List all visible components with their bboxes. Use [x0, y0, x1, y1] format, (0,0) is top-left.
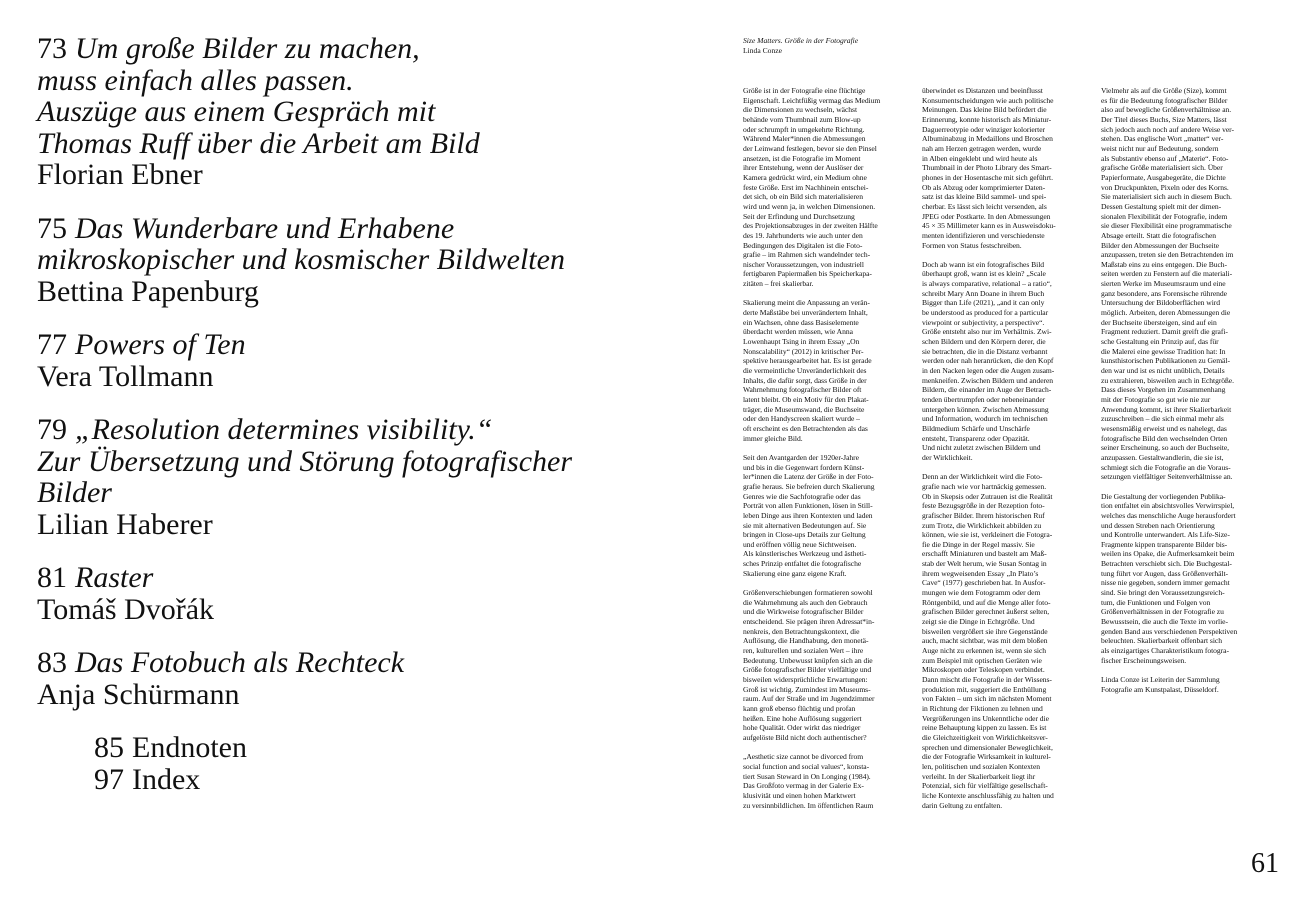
essay-line: bringen in Close-ups Details zur Geltung: [743, 530, 866, 540]
essay-line: kann groß ebenso flüchtig und profan: [743, 703, 856, 713]
essay-line: reine Behauptung kippen zu lassen. Es ist: [922, 723, 1047, 733]
essay-line: Größenverschiebungen formatieren sowohl: [743, 588, 873, 598]
essay-paragraph: [922, 86, 1092, 250]
essay-line: Bildern, die einander im Auge der Betrach-: [922, 385, 1052, 395]
essay-line: Anwendung kommt, ist ihrer Skalierbarkeit: [1101, 404, 1232, 414]
essay-line: fertigbaren Papiermaßen bis Speicherkapa-: [743, 269, 872, 279]
essay-line: genden Band aus verschiedenen Perspektiven: [1101, 626, 1238, 636]
toc-author: Lilian Haberer: [37, 507, 213, 541]
essay-author: Linda Conze: [743, 45, 783, 55]
essay-line: Seit der Erfindung und Durchsetzung: [743, 211, 855, 221]
essay-line: in den Nacken legen oder die Augen zusam-: [922, 366, 1055, 376]
essay-line: der Wirklichkeit.: [922, 452, 973, 462]
essay-paragraph: [743, 752, 913, 810]
essay-line: des Projektionsabzuges in der zweiten Hälfte: [743, 221, 878, 231]
essay-line: also auf bewegliche Größenverhältnisse an.: [1101, 105, 1232, 115]
toc-title: Auszüge aus einem Gespräch mit: [37, 95, 436, 128]
essay-line: und dessen Streben nach Orientierung: [1101, 520, 1215, 530]
toc-page-number: 97: [94, 762, 124, 796]
essay-line: Betrachten verschiebt sich. Die Buchgestal-: [1101, 559, 1232, 569]
essay-line: is always comparative, relational – a ratio“,: [922, 279, 1052, 289]
toc-title-line: [37, 213, 677, 245]
essay-line: Groß ist wichtig. Zumindest im Museums-: [743, 684, 871, 694]
essay-line: Bedingungen des Digitalen ist die Foto-: [743, 240, 863, 250]
toc-appendix-label: Index: [132, 762, 201, 796]
essay-paragraph: [743, 588, 913, 743]
essay-line: als Substantiv ebenso auf „Materie“. Foto-: [1101, 153, 1229, 163]
essay-line: tum, die Funktionen und Folgen von: [1101, 597, 1211, 607]
essay-line: Bilder den Abmessungen der Buchseite: [1101, 240, 1219, 250]
essay-line: derte Maßstäbe bei unverändertem Inhalt,: [743, 308, 868, 318]
essay-line: Größe entsteht also nur im Verhältnis. Zwi-: [922, 327, 1052, 337]
essay-line: zuzuschreiben – die sich einmal mehr als: [1101, 414, 1224, 424]
essay-line: nah am Herzen getragen werden, wurde: [922, 143, 1042, 153]
essay-line: als einzigartiges Charakteristikum fotogra-: [1101, 646, 1229, 656]
essay-line: satz ist das kleine Bild sammel- und spei-: [922, 192, 1047, 202]
essay-line: klusivität und einen hohen Marktwert: [743, 790, 856, 800]
essay-line: oder den Handyscreen skaliert wurde –: [743, 414, 860, 424]
essay-line: hohe Qualität. Oder wirkt das niedriger: [743, 723, 861, 733]
essay-line: zum Trotz, die Wirklichkeit abbilden zu: [922, 520, 1042, 530]
toc-appendix-line: [94, 764, 677, 796]
essay-line: sie betrachten, die in die Distanz verbannt: [922, 346, 1048, 356]
essay-line: grafie heraus. Sie befreien durch Skalierung: [743, 481, 875, 491]
essay-line: Maßstab eins zu eins entgegen. Die Buch-: [1101, 259, 1228, 269]
toc-page-number: 73: [37, 32, 67, 65]
essay-line: anzupassen, treten sie den Betrachtenden im: [1101, 250, 1234, 260]
essay-line: tion entfaltet ein absichtsvolles Verwirrspiel,: [1101, 501, 1235, 511]
essay-line: Ob als Abzug oder komprimierter Daten-: [922, 182, 1046, 192]
essay-line: Auflösung, die Handhabung, den monetä-: [743, 636, 869, 646]
essay-line: in Alben eingeklebt und wird heute als: [922, 153, 1038, 163]
essay-line: möglich. Arbeiten, deren Abmessungen die: [1101, 308, 1231, 318]
essay-line: und die Wirkweise fotografischer Bilder: [743, 607, 864, 617]
essay-line: leben Dinge aus ihren Kontexten und laden: [743, 510, 873, 520]
essay-line: liche Kontexte anschlussfähig zu halten und: [922, 790, 1054, 800]
toc-title: Das Fotobuch als Rechteck: [75, 646, 405, 679]
essay-line: Auge nicht zu erkennen ist, wenn sie sich: [922, 646, 1047, 656]
essay-paragraph: [922, 260, 1092, 463]
toc-title-line: [37, 65, 677, 97]
toc-entry: [37, 647, 677, 710]
essay-line: zu extrahieren, bisweilen auch in Echtgröße.: [1101, 375, 1234, 385]
essay-line: die der Fotografie Wirksamkeit in kulturel-: [922, 752, 1051, 762]
essay-line: Inhalts, die dafür sorgt, dass Größe in der: [743, 375, 867, 385]
essay-line: Meinungen. Das kleine Bild befördert die: [922, 105, 1047, 115]
toc-title: Das Wunderbare und Erhabene: [75, 211, 455, 245]
essay-line: anzupassen. Gestaltwandlerin, die sie ist,: [1101, 452, 1224, 462]
essay-line: Linda Conze ist Leiterin der Sammlung: [1101, 675, 1220, 684]
essay-line: 45 × 35 Millimeter kann es in Ausweisdoku-: [922, 221, 1056, 231]
toc-title-line: [37, 414, 677, 446]
toc-title: muss einfach alles passen.: [37, 63, 354, 97]
essay-line: die Wahrnehmung als auch den Gebrauch: [743, 597, 868, 607]
toc-title: Powers of Ten: [75, 328, 246, 361]
essay-line: Nonscalability“ (2012) in kritischer Per-: [743, 346, 864, 356]
toc-title: Um große Bilder zu machen,: [75, 32, 420, 65]
essay-paragraph: [1101, 492, 1281, 666]
essay-line: sionalen Flexibilität der Fotografie, indem: [1101, 211, 1228, 221]
essay-line: len, politischen und sozialen Kontexten: [922, 761, 1041, 771]
essay-line: feste Bezugsgröße in der Rezeption foto-: [922, 501, 1045, 511]
toc-title-line: [37, 96, 677, 128]
essay-line: heißen. Eine hohe Auflösung suggeriert: [743, 713, 862, 723]
essay-line: und bis in die Gegenwart fordern Künst-: [743, 462, 865, 472]
essay-line: Vielmehr als auf die Größe (Size), kommt: [1101, 86, 1227, 95]
essay-line: der Leinwand festlegen, bevor sie den Pinsel: [743, 143, 877, 153]
essay-line: Seit den Avantgarden der 1920er-Jahre: [743, 452, 859, 462]
essay-line: die vermeintliche Unveränderlichkeit des: [743, 366, 867, 376]
essay-line: menten identifizieren und verschiedenste: [922, 230, 1045, 240]
essay-line: ein Wachsen, ohne dass Basiselemente: [743, 317, 859, 327]
essay-line: werden oder nah heranrücken, die den Kopf: [922, 356, 1054, 366]
essay-line: fie die Dinge in der Regel massiv. Sie: [922, 539, 1035, 549]
toc-title: Thomas Ruff über die Arbeit am Bild: [37, 126, 480, 160]
essay-line: auch, macht sichtbar, was mit dem bloßen: [922, 636, 1048, 646]
essay-line: Vergrößerungen ins Unkenntliche oder die: [922, 713, 1049, 723]
essay-line: sich jedoch auch noch auf andere Weise ver-: [1101, 124, 1234, 134]
essay-line: viewpoint or subjectivity, a perspective“.: [922, 317, 1045, 327]
toc-title-line: [37, 647, 677, 679]
essay-line: schen Bildern und den Körpern derer, die: [922, 337, 1046, 347]
essay-column-1: [743, 86, 913, 820]
toc-title-line: [37, 128, 677, 160]
essay-line: und Kontrolle unterwandert. Als Life-Size-: [1101, 530, 1230, 540]
essay-line: des 19. Jahrhunderts wie auch unter den: [743, 230, 863, 240]
essay-line: verleiht. In der Skalierbarkeit liegt ihr: [922, 771, 1036, 781]
essay-line: sie dieser Flexibilität eine programmatische: [1101, 221, 1232, 231]
essay-line: grafie – im Rahmen sich wandelnder tech-: [743, 250, 871, 260]
essay-line: nischer Voraussetzungen, von industriell: [743, 259, 864, 269]
essay-line: zu versinnbildlichen. Im öffentlichen Raum: [743, 800, 874, 810]
essay-line: Dann mischt die Fotografie in der Wissens-: [922, 675, 1052, 684]
essay-line: Formen von Status festschreiben.: [922, 240, 1022, 250]
essay-line: ansetzen, ist die Fotografie im Moment: [743, 153, 861, 163]
essay-line: schreibt Mary Ann Doane in ihrem Buch: [922, 288, 1045, 298]
essay-line: Als künstlerisches Werkzeug und ästheti-: [743, 549, 867, 559]
essay-line: wird und wenn ja, in welchen Dimensionen.: [743, 201, 876, 211]
essay-line: tenden übertrumpfen oder nebeneinander: [922, 394, 1046, 404]
essay-line: von Fakten – um sich im nächsten Moment: [922, 694, 1052, 704]
toc-title: Bilder: [37, 476, 112, 509]
essay-line: Und nicht zuletzt zwischen Bildern und: [922, 443, 1041, 453]
essay-line: phones in der Hosentasche mit sich geführt.: [922, 172, 1053, 182]
essay-line: ren, kulturellen und sozialen Wert – ihre: [743, 646, 864, 656]
essay-line: Albuminabzug in Medaillons und Broschen: [922, 134, 1053, 144]
essay-line: und Information, wodurch im technischen: [922, 414, 1048, 424]
essay-line: sches Prinzip entfaltet die fotografische: [743, 559, 862, 569]
essay-line: stab der Welt herum, wie Susan Sontag in: [922, 559, 1047, 569]
essay-line: welches das menschliche Auge herausfordert: [1101, 510, 1236, 520]
essay-line: aufgelöste Bild nicht doch authentischer?: [743, 732, 867, 742]
essay-line: Daguerreotypie oder winziger kolorierter: [922, 124, 1046, 134]
table-of-contents: [37, 33, 677, 795]
essay-line: Dass dieses Vorgehen im Zusammenhang: [1101, 385, 1226, 395]
essay-line: produktion mit, suggeriert die Enthüllung: [922, 684, 1047, 694]
essay-line: sind. Sie bringt den Voraussetzungsreich-: [1101, 588, 1225, 598]
essay-line: bisweilen widersprüchliche Erwartungen:: [743, 674, 868, 684]
essay-line: seiner Erscheinung, so auch der Buchseite,: [1101, 443, 1230, 453]
essay-line: spektive herausgearbeitet hat. Es ist gerade: [743, 356, 872, 366]
essay-line: sprechen und dimensionaler Beweglichkeit,: [922, 742, 1053, 752]
toc-title: Zur Übersetzung und Störung fotografischer: [37, 444, 573, 478]
toc-title-line: [37, 477, 677, 509]
essay-line: Bigger than Life (2021), „and it can only: [922, 298, 1045, 308]
essay-line: beleuchten. Skalierbarkeit offenbart sich: [1101, 636, 1222, 646]
essay-line: seiten werden zu Fenstern auf die materiali-: [1101, 269, 1233, 279]
essay-line: von Druckpunkten, Pixeln oder des Korns.: [1101, 182, 1229, 192]
essay-line: Sie materialisiert sich auch in diesem Buch.: [1101, 192, 1232, 202]
essay-line: social function and social values“, konsta-: [743, 761, 870, 771]
essay-line: Untersuchung der Bildoberflächen wird: [1101, 298, 1220, 308]
essay-paragraph: [743, 453, 913, 579]
essay-line: Bedeutung. Unbewusst knüpfen sich an die: [743, 655, 873, 665]
essay-line: in Richtung der Fiktionen zu lehnen und: [922, 703, 1043, 713]
toc-appendix-line: [94, 732, 677, 764]
essay-paragraph: [1101, 675, 1281, 694]
essay-line: ihrer Entstehung, wenn der Auslöser der: [743, 163, 864, 173]
essay-line: menkneifen. Zwischen Bildern und anderen: [922, 375, 1054, 385]
toc-author: Tomáš Dvořák: [37, 592, 215, 626]
toc-entry: [37, 414, 677, 540]
essay-line: schmiegt sich die Fotografie an die Voraus-: [1101, 462, 1231, 472]
toc-page-number: 81: [37, 561, 67, 594]
essay-line: träger, die Museumswand, die Buchseite: [743, 404, 865, 414]
essay-line: Kamera gedrückt wird, ein Medium ohne: [743, 172, 867, 182]
toc-title: Raster: [75, 561, 154, 594]
essay-line: Fragment reduziert. Damit greift die grafi-: [1101, 327, 1228, 337]
toc-page-number: 79: [37, 413, 67, 446]
essay-line: Papierformate, Ausgabegeräte, die Dichte: [1101, 172, 1226, 182]
essay-line: Dessen Gestaltung spielt mit der dimen-: [1101, 201, 1222, 211]
essay-line: immer gleiche Bild.: [743, 433, 803, 443]
toc-author: Florian Ebner: [37, 158, 203, 191]
toc-title-line: [37, 562, 677, 594]
essay-header: [743, 36, 858, 55]
toc-page-number: 77: [37, 328, 67, 361]
essay-line: Größenverhältnissen in der Fotografie zu: [1101, 607, 1224, 617]
essay-line: ihrem wegweisenden Essay „In Plato’s: [922, 568, 1039, 578]
toc-author: Bettina Papenburg: [37, 274, 259, 308]
essay-line: die Malerei eine gewisse Tradition hat: In: [1101, 346, 1226, 356]
essay-line: grafie nach wie vor hartnäckig gemessen.: [922, 481, 1047, 491]
essay-line: cherbar. Es lässt sich leicht versenden, als: [922, 201, 1047, 211]
essay-column-3: [1101, 86, 1281, 704]
essay-line: es für die Bedeutung fotografischer Bilder: [1101, 95, 1228, 105]
essay-line: sierten Werke im Museumsraum und eine: [1101, 279, 1226, 289]
toc-title-line: [37, 244, 677, 276]
toc-title: „Resolution determines visibility.“: [75, 413, 493, 446]
toc-title: mikroskopischer und kosmischer Bildwelten: [37, 243, 565, 276]
essay-line: Thumbnail in der Photo Library des Smart-: [922, 163, 1052, 173]
essay-line: Röntgenbild, und auf die Menge aller foto-: [922, 597, 1051, 607]
essay-line: Erinnerung, konnte historisch als Miniatur-: [922, 114, 1052, 124]
toc-entry: [37, 329, 677, 392]
toc-entry: [37, 213, 677, 308]
essay-line: Fragmente kippen transparente Bilder bis-: [1101, 539, 1228, 549]
essay-title: Size Matters. Größe in der Fotografie: [743, 36, 859, 45]
essay-line: oder schrumpft in umgekehrte Richtung.: [743, 124, 865, 134]
toc-title-line: [37, 446, 677, 478]
toc-author: Anja Schürmann: [37, 677, 240, 711]
essay-line: darin Geltung zu entfalten.: [922, 800, 1003, 810]
essay-line: Cave“ (1977) geschrieben hat. In Ausfor-: [922, 578, 1046, 588]
toc-page-number: 83: [37, 646, 67, 679]
essay-line: grafischen Bilder gerechnet äußerst selten,: [922, 607, 1050, 617]
essay-line: tiert Susan Steward in On Longing (1984).: [743, 771, 871, 781]
essay-line: Das Großfoto vermag in der Galerie Ex-: [743, 781, 864, 791]
essay-line: entscheidend. Sie prägen ihren Adressat*in-: [743, 617, 875, 627]
essay-line: den war und ist es nicht unüblich, Details: [1101, 366, 1225, 376]
essay-line: weilen ins Opake, die Aufmerksamkeit beim: [1101, 549, 1235, 559]
page-number: 61: [1251, 848, 1279, 879]
essay-line: überdacht werden müssen, wie Anna: [743, 327, 853, 337]
essay-paragraph: [743, 86, 913, 289]
essay-line: und eröffnen völlig neue Sichtweisen.: [743, 539, 857, 549]
essay-line: mit der Fotografie so gut wie nie zur: [1101, 395, 1211, 404]
essay-line: Bewusstsein, die auch die Texte im vorlie-: [1101, 617, 1228, 627]
essay-line: die Gleichzeitigkeit von Wirklichkeitsver-: [922, 732, 1048, 742]
essay-line: zitäten – frei skalierbar.: [743, 279, 814, 289]
essay-line: sche Gestaltung ein Prinzip auf, das für: [1101, 337, 1219, 347]
essay-line: Fotografie am Kunstpalast, Düsseldorf.: [1101, 684, 1219, 694]
essay-line: Skalierung meint die Anpassung an verän-: [743, 298, 870, 308]
essay-line: weist nicht nur auf Bedeutung, sondern: [1101, 143, 1219, 153]
essay-line: feste Größe. Erst im Nachhinein entschei-: [743, 182, 869, 192]
essay-line: sie mit alternativen Bedeutungen auf. Sie: [743, 520, 867, 530]
essay-line: be understood as produced for a particular: [922, 308, 1049, 318]
essay-line: setzungen vielfältiger Seitenverhältnisse an.: [1101, 472, 1233, 482]
essay-line: Absage erteilt. Statt die fotografischen: [1101, 230, 1217, 240]
essay-line: Lowenhaupt Tsing in ihrem Essay „On: [743, 337, 860, 347]
essay-line: fischer Erscheinungsweisen.: [1101, 655, 1187, 665]
toc-title-line: [37, 33, 677, 65]
essay-line: Mikroskopen oder Teleskopen verbindet.: [922, 665, 1045, 675]
toc-page-number: 75: [37, 211, 67, 245]
toc-entry: [37, 562, 677, 625]
essay-line: nisse nie gegeben, sondern immer gemacht: [1101, 578, 1230, 588]
essay-line: Während Maler*innen die Abmessungen: [743, 134, 866, 144]
essay-line: grafische Größe materialisiert sich. Über: [1101, 163, 1223, 173]
essay-line: stehen. Das englische Wort „matter“ ver-: [1101, 134, 1224, 144]
essay-line: Ob in Skepsis oder Zutrauen ist die Realität: [922, 491, 1053, 501]
essay-line: erschafft Miniaturen und bastelt am Maß-: [922, 549, 1047, 559]
essay-paragraph: [1101, 86, 1281, 482]
essay-line: Porträt von allen Funktionen, lösen in Still-: [743, 501, 873, 511]
essay-line: Größe fotografischer Bilder vielfältige und: [743, 665, 872, 675]
essay-line: behände vom Thumbnail zum Blow-up: [743, 114, 861, 124]
essay-line: oft erscheint es den Betrachtenden als das: [743, 423, 868, 433]
essay-line: tung führt vor Augen, dass Größenverhält-: [1101, 568, 1229, 578]
toc-title-line: [37, 329, 677, 361]
toc-author: Vera Tollmann: [37, 359, 214, 393]
essay-line: ler*innen die Latenz der Größe in der Foto-: [743, 472, 874, 482]
essay-line: Denn an der Wirklichkeit wird die Foto-: [922, 472, 1043, 482]
essay-line: untergehen können. Zwischen Abmessung: [922, 404, 1049, 414]
toc-appendix-label: Endnoten: [132, 731, 247, 764]
toc-appendix: [94, 732, 677, 795]
essay-line: Doch ab wann ist ein fotografisches Bild: [922, 259, 1045, 269]
essay-line: ganz besondere, ans Forensische rührende: [1101, 288, 1227, 298]
essay-line: Der Titel dieses Buchs, Size Matters, lässt: [1101, 114, 1227, 124]
essay-line: Potenzial, sich für vielfältige gesellschaft-: [922, 781, 1048, 791]
essay-line: überhaupt groß, wann ist es klein? „Scale: [922, 269, 1046, 279]
essay-line: Genres wie die Sachfotografie oder das: [743, 491, 861, 501]
essay-line: raum. Auf der Straße und im Jugendzimmer: [743, 694, 875, 704]
essay-line: mungen wie dem Fotogramm oder dem: [922, 588, 1041, 598]
essay-line: der Buchseite übersteigen, sind auf ein: [1101, 317, 1217, 327]
essay-line: fotografische Bild den wechselnden Orten: [1101, 433, 1228, 443]
essay-line: überwindet es Distanzen und beeinflusst: [922, 86, 1043, 95]
essay-line: nenkreis, den Betrachtungskontext, die: [743, 626, 860, 636]
essay-line: Eigenschaft. Leichtfüßig vermag das Medium: [743, 95, 881, 105]
essay-line: „Aesthetic size cannot be divorced from: [743, 752, 864, 762]
toc-entry: [37, 33, 677, 191]
essay-column-2: [922, 86, 1092, 820]
essay-paragraph: [922, 472, 1092, 810]
essay-line: zum Beispiel mit optischen Geräten wie: [922, 655, 1042, 665]
essay-line: entsteht, Transparenz oder Opazität.: [922, 433, 1030, 443]
essay-line: wesensmäßig erweist und es nahelegt, das: [1101, 423, 1227, 433]
essay-line: Wahrnehmung fotografischer Bilder oft: [743, 385, 862, 395]
essay-paragraph: [743, 298, 913, 443]
essay-line: JPEG oder Postkarte. In den Abmessungen: [922, 211, 1051, 221]
essay-line: Konsumentscheidungen wie auch politische: [922, 95, 1054, 105]
essay-line: det sich, ob ein Bild sich materialisieren: [743, 192, 864, 202]
essay-line: die Dimensionen zu wechseln, wächst: [743, 105, 858, 115]
essay-line: Skalierung eine ganz eigene Kraft.: [743, 568, 847, 578]
essay-line: können, wie sie ist, verkleinert die Fotogra-: [922, 530, 1053, 540]
essay-line: grafischer Bilder. Ihrem historischen Ruf: [922, 510, 1045, 520]
essay-line: kunsthistorischen Publikationen zu Gemäl-: [1101, 356, 1230, 366]
essay-line: Größe ist in der Fotografie eine flüchtige: [743, 86, 866, 95]
essay-line: Bildmedium Schärfe und Unschärfe: [922, 423, 1030, 433]
essay-line: latent bleibt. Ob ein Motiv für den Plakat-: [743, 394, 869, 404]
toc-page-number: 85: [94, 731, 124, 764]
essay-line: zeigt sie die Dinge in Echtgröße. Und: [922, 617, 1035, 627]
essay-line: Die Gestaltung der vorliegenden Publika-: [1101, 491, 1226, 501]
essay-line: bisweilen vergrößert sie ihre Gegenstände: [922, 626, 1048, 636]
